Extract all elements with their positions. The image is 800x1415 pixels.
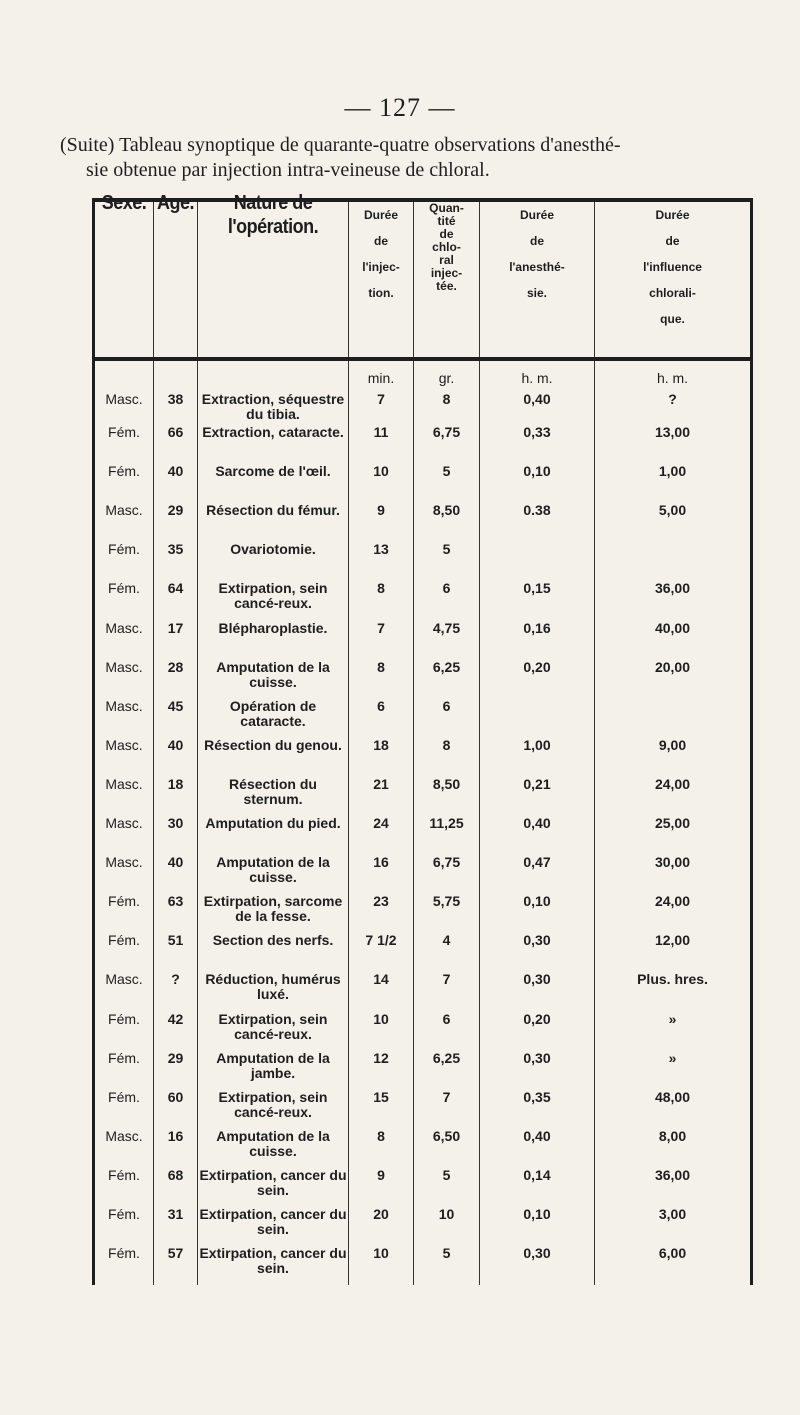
unit-quantite: gr. xyxy=(414,359,480,386)
cell-sexe: Fém. xyxy=(94,1207,154,1246)
cell-sexe: Masc. xyxy=(94,699,154,738)
header-age: Age. xyxy=(154,188,198,371)
cell-operation: Opération de cataracte. xyxy=(198,699,349,738)
cell-sexe: Fém. xyxy=(94,464,154,503)
unit-duree-injection: min. xyxy=(349,359,414,386)
table-row xyxy=(94,777,752,816)
table-row xyxy=(94,1090,752,1129)
table-row xyxy=(94,425,752,464)
cell-sexe: Masc. xyxy=(94,816,154,855)
header-duree-anesthesie: Durée de l'anesthé- sie. xyxy=(480,200,595,359)
cell-sexe: Masc. xyxy=(94,386,154,425)
table-row xyxy=(94,542,752,581)
cell-duree-injection: 7 xyxy=(349,621,414,660)
cell-operation: Amputation de la cuisse. xyxy=(198,660,349,699)
cell-sexe: Fém. xyxy=(94,542,154,581)
cell-duree-injection: 8 xyxy=(349,1129,414,1168)
cell-quantite: 6,25 xyxy=(414,660,480,699)
cell-duree-anesthesie: 1,00 xyxy=(480,738,595,777)
cell-quantite: 8 xyxy=(414,738,480,777)
cell-duree-anesthesie: 0,16 xyxy=(480,621,595,660)
cell-operation: Amputation de la jambe. xyxy=(198,1051,349,1090)
cell-duree-injection: 24 xyxy=(349,816,414,855)
cell-sexe: Masc. xyxy=(94,738,154,777)
cell-operation: Extirpation, cancer du sein. xyxy=(198,1246,349,1285)
cell-sexe: Fém. xyxy=(94,1012,154,1051)
cell-duree-anesthesie: 0,47 xyxy=(480,855,595,894)
cell-age: 42 xyxy=(154,1012,198,1051)
cell-age: 64 xyxy=(154,581,198,620)
cell-quantite: 8,50 xyxy=(414,503,480,542)
cell-operation: Section des nerfs. xyxy=(198,933,349,972)
cell-operation: Extraction, cataracte. xyxy=(198,425,349,464)
cell-duree-injection: 14 xyxy=(349,972,414,1011)
cell-duree-anesthesie: 0,14 xyxy=(480,1168,595,1207)
cell-duree-anesthesie: 0,15 xyxy=(480,581,595,620)
cell-quantite: 8 xyxy=(414,386,480,425)
cell-duree-anesthesie: 0,30 xyxy=(480,1051,595,1090)
table-row xyxy=(94,1012,752,1051)
cell-duree-injection: 23 xyxy=(349,894,414,933)
page-number: — 127 — xyxy=(344,93,456,122)
table-row xyxy=(94,386,752,425)
cell-age: 40 xyxy=(154,464,198,503)
cell-duree-influence: 1,00 xyxy=(595,464,752,503)
cell-duree-injection: 11 xyxy=(349,425,414,464)
cell-duree-anesthesie: 0,10 xyxy=(480,1207,595,1246)
cell-sexe: Fém. xyxy=(94,425,154,464)
cell-age: 68 xyxy=(154,1168,198,1207)
cell-age: 45 xyxy=(154,699,198,738)
cell-duree-anesthesie: 0,30 xyxy=(480,972,595,1011)
cell-duree-injection: 13 xyxy=(349,542,414,581)
cell-quantite: 6 xyxy=(414,699,480,738)
table-row xyxy=(94,464,752,503)
table-row xyxy=(94,972,752,1011)
cell-age: 28 xyxy=(154,660,198,699)
cell-duree-influence: » xyxy=(595,1012,752,1051)
cell-duree-injection: 10 xyxy=(349,464,414,503)
cell-duree-influence: 24,00 xyxy=(595,894,752,933)
cell-quantite: 8,50 xyxy=(414,777,480,816)
cell-quantite: 6,75 xyxy=(414,425,480,464)
cell-operation: Amputation de la cuisse. xyxy=(198,855,349,894)
table-row xyxy=(94,660,752,699)
cell-duree-anesthesie xyxy=(480,542,595,581)
cell-duree-anesthesie: 0,10 xyxy=(480,894,595,933)
cell-duree-influence: 48,00 xyxy=(595,1090,752,1129)
table-row xyxy=(94,1246,752,1285)
header-duree-injection: Durée de l'injec- tion. xyxy=(349,200,414,359)
cell-duree-influence: 20,00 xyxy=(595,660,752,699)
cell-age: 40 xyxy=(154,738,198,777)
cell-quantite: 5 xyxy=(414,542,480,581)
cell-duree-influence: 12,00 xyxy=(595,933,752,972)
header-sexe: Sexe. xyxy=(94,188,154,371)
cell-quantite: 6 xyxy=(414,1012,480,1051)
cell-age: 18 xyxy=(154,777,198,816)
cell-sexe: Fém. xyxy=(94,1051,154,1090)
cell-quantite: 6 xyxy=(414,581,480,620)
header-duree-influence: Durée de l'influence chlorali- que. xyxy=(595,200,752,359)
table-caption xyxy=(60,133,760,183)
cell-quantite: 6,50 xyxy=(414,1129,480,1168)
cell-sexe: Masc. xyxy=(94,503,154,542)
table-row xyxy=(94,699,752,738)
synopsis-table xyxy=(92,190,753,1285)
cell-quantite: 6,25 xyxy=(414,1051,480,1090)
cell-duree-influence: 30,00 xyxy=(595,855,752,894)
cell-duree-anesthesie: 0,40 xyxy=(480,1129,595,1168)
cell-duree-injection: 15 xyxy=(349,1090,414,1129)
cell-operation: Blépharoplastie. xyxy=(198,621,349,660)
cell-sexe: Masc. xyxy=(94,660,154,699)
cell-duree-anesthesie: 0,20 xyxy=(480,660,595,699)
cell-operation: Extirpation, cancer du sein. xyxy=(198,1207,349,1246)
cell-duree-influence: 36,00 xyxy=(595,1168,752,1207)
cell-operation: Résection du fémur. xyxy=(198,503,349,542)
cell-operation: Résection du genou. xyxy=(198,738,349,777)
cell-duree-influence: 24,00 xyxy=(595,777,752,816)
cell-operation: Extirpation, cancer du sein. xyxy=(198,1168,349,1207)
cell-duree-influence: 36,00 xyxy=(595,581,752,620)
cell-sexe: Masc. xyxy=(94,777,154,816)
cell-duree-anesthesie: 0,30 xyxy=(480,933,595,972)
cell-operation: Extirpation, sein cancé-reux. xyxy=(198,1012,349,1051)
cell-quantite: 5 xyxy=(414,1168,480,1207)
cell-sexe: Masc. xyxy=(94,1129,154,1168)
cell-age: 30 xyxy=(154,816,198,855)
cell-age: 29 xyxy=(154,1051,198,1090)
cell-duree-injection: 9 xyxy=(349,1168,414,1207)
caption-line-1: (Suite) Tableau synoptique de quarante-quatre observations d'anesthé- xyxy=(60,134,621,156)
cell-sexe: Masc. xyxy=(94,621,154,660)
header-operation: Nature de l'opération. xyxy=(198,188,349,371)
cell-duree-anesthesie: 0.38 xyxy=(480,503,595,542)
table-row xyxy=(94,581,752,620)
cell-duree-influence: ? xyxy=(595,386,752,425)
cell-duree-influence: 8,00 xyxy=(595,1129,752,1168)
cell-duree-influence: 9,00 xyxy=(595,738,752,777)
table-row xyxy=(94,1207,752,1246)
cell-operation: Amputation de la cuisse. xyxy=(198,1129,349,1168)
cell-duree-injection: 10 xyxy=(349,1246,414,1285)
cell-age: 29 xyxy=(154,503,198,542)
cell-age: ? xyxy=(154,972,198,1011)
table-row xyxy=(94,1168,752,1207)
cell-duree-injection: 21 xyxy=(349,777,414,816)
cell-duree-influence: 3,00 xyxy=(595,1207,752,1246)
cell-duree-injection: 16 xyxy=(349,855,414,894)
cell-quantite: 5,75 xyxy=(414,894,480,933)
cell-quantite: 10 xyxy=(414,1207,480,1246)
table-row xyxy=(94,894,752,933)
table-row xyxy=(94,621,752,660)
cell-duree-injection: 8 xyxy=(349,581,414,620)
cell-duree-influence xyxy=(595,542,752,581)
cell-operation: Réduction, humérus luxé. xyxy=(198,972,349,1011)
cell-duree-injection: 9 xyxy=(349,503,414,542)
cell-age: 35 xyxy=(154,542,198,581)
cell-quantite: 4,75 xyxy=(414,621,480,660)
cell-duree-anesthesie: 0,35 xyxy=(480,1090,595,1129)
cell-sexe: Fém. xyxy=(94,1168,154,1207)
cell-operation: Amputation du pied. xyxy=(198,816,349,855)
cell-age: 63 xyxy=(154,894,198,933)
table-row xyxy=(94,933,752,972)
cell-sexe: Fém. xyxy=(94,1246,154,1285)
cell-duree-injection: 7 xyxy=(349,386,414,425)
caption-line-2: sie obtenue par injection intra-veineuse de chloral. xyxy=(86,159,490,181)
table-row xyxy=(94,503,752,542)
cell-sexe: Fém. xyxy=(94,894,154,933)
cell-duree-influence: 13,00 xyxy=(595,425,752,464)
cell-duree-influence: 5,00 xyxy=(595,503,752,542)
cell-operation: Extirpation, sein cancé-reux. xyxy=(198,1090,349,1129)
cell-duree-influence: 25,00 xyxy=(595,816,752,855)
cell-duree-injection: 7 1/2 xyxy=(349,933,414,972)
cell-age: 66 xyxy=(154,425,198,464)
cell-operation: Résection du sternum. xyxy=(198,777,349,816)
cell-operation: Extirpation, sarcome de la fesse. xyxy=(198,894,349,933)
cell-quantite: 11,25 xyxy=(414,816,480,855)
cell-sexe: Fém. xyxy=(94,581,154,620)
cell-duree-anesthesie: 0,33 xyxy=(480,425,595,464)
cell-age: 16 xyxy=(154,1129,198,1168)
cell-duree-anesthesie: 0,20 xyxy=(480,1012,595,1051)
cell-sexe: Masc. xyxy=(94,972,154,1011)
cell-duree-influence: » xyxy=(595,1051,752,1090)
cell-duree-injection: 8 xyxy=(349,660,414,699)
table-row xyxy=(94,1051,752,1090)
cell-age: 57 xyxy=(154,1246,198,1285)
table-row xyxy=(94,1129,752,1168)
cell-operation: Ovariotomie. xyxy=(198,542,349,581)
cell-duree-influence: Plus. hres. xyxy=(595,972,752,1011)
cell-sexe: Fém. xyxy=(94,1090,154,1129)
cell-duree-anesthesie: 0,40 xyxy=(480,386,595,425)
cell-age: 38 xyxy=(154,386,198,425)
cell-operation: Sarcome de l'œil. xyxy=(198,464,349,503)
cell-age: 17 xyxy=(154,621,198,660)
table-row xyxy=(94,738,752,777)
cell-duree-injection: 10 xyxy=(349,1012,414,1051)
cell-quantite: 7 xyxy=(414,1090,480,1129)
cell-operation: Extirpation, sein cancé-reux. xyxy=(198,581,349,620)
cell-sexe: Fém. xyxy=(94,933,154,972)
cell-duree-injection: 6 xyxy=(349,699,414,738)
cell-quantite: 6,75 xyxy=(414,855,480,894)
cell-operation: Extraction, séquestre du tibia. xyxy=(198,386,349,425)
cell-quantite: 5 xyxy=(414,1246,480,1285)
cell-duree-influence: 40,00 xyxy=(595,621,752,660)
cell-quantite: 4 xyxy=(414,933,480,972)
cell-age: 51 xyxy=(154,933,198,972)
cell-sexe: Masc. xyxy=(94,855,154,894)
cell-duree-anesthesie: 0,30 xyxy=(480,1246,595,1285)
table-row xyxy=(94,816,752,855)
cell-quantite: 7 xyxy=(414,972,480,1011)
cell-duree-influence xyxy=(595,699,752,738)
cell-age: 60 xyxy=(154,1090,198,1129)
table-header xyxy=(94,190,752,359)
cell-duree-influence: 6,00 xyxy=(595,1246,752,1285)
cell-duree-injection: 18 xyxy=(349,738,414,777)
cell-age: 31 xyxy=(154,1207,198,1246)
cell-duree-anesthesie: 0,10 xyxy=(480,464,595,503)
cell-age: 40 xyxy=(154,855,198,894)
cell-duree-anesthesie: 0,40 xyxy=(480,816,595,855)
cell-quantite: 5 xyxy=(414,464,480,503)
cell-duree-anesthesie xyxy=(480,699,595,738)
unit-duree-influence: h. m. xyxy=(595,359,752,386)
table-body xyxy=(94,359,752,1285)
table-row xyxy=(94,855,752,894)
unit-duree-anesthesie: h. m. xyxy=(480,359,595,386)
header-quantite: Quan- tité de chlo- ral injec- tée. xyxy=(414,200,480,359)
cell-duree-anesthesie: 0,21 xyxy=(480,777,595,816)
cell-duree-injection: 20 xyxy=(349,1207,414,1246)
cell-duree-injection: 12 xyxy=(349,1051,414,1090)
